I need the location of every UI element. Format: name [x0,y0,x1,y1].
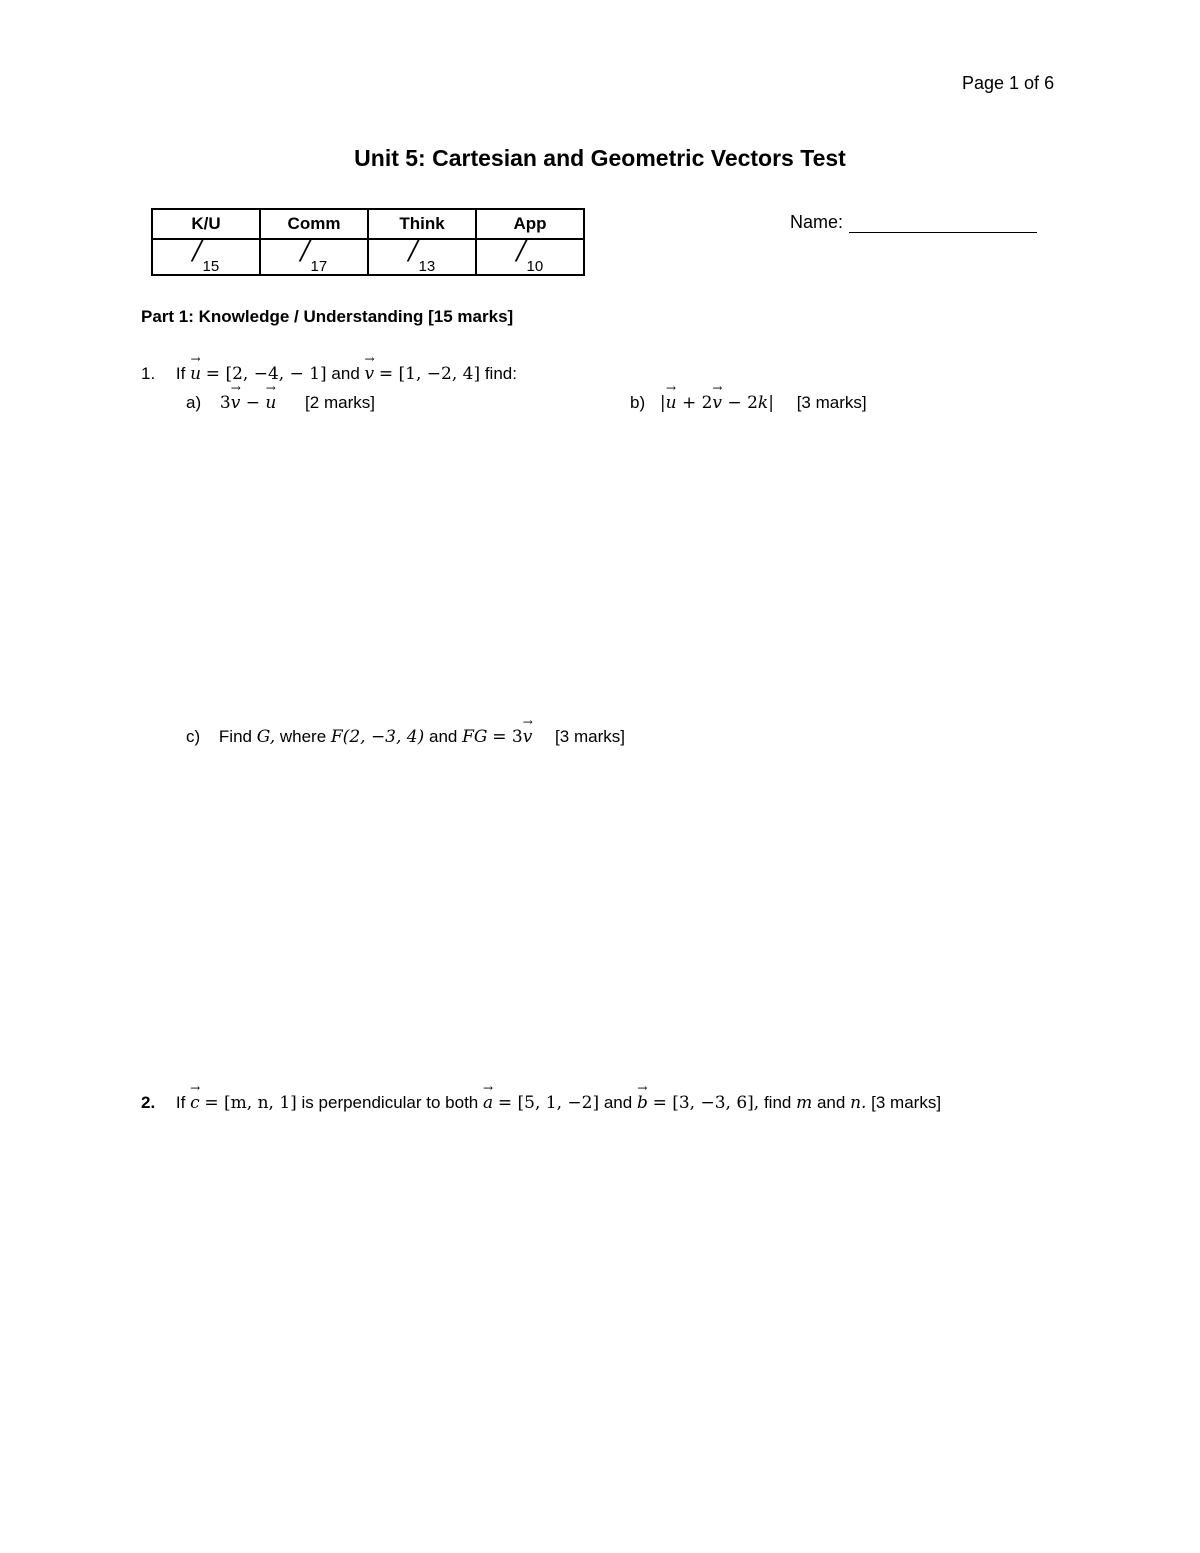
marks-score-comm: /17 [260,239,368,275]
q1b-minus: − 2 [722,393,758,413]
q1-u-definition: = [2, −4, − 1] [205,364,327,384]
q2-perpendicular: is perpendicular to both [301,1093,479,1112]
question-1b [630,393,867,413]
q2-if: If [175,1093,186,1112]
vector-v: → v [365,364,375,384]
name-field[interactable] [790,212,1037,233]
q1-number: 1. [141,364,156,383]
q1-if: If [175,364,186,383]
q1c-and: and [429,727,458,746]
marks-table-header-row [152,209,584,239]
vector-c: → c [190,1093,200,1113]
q1b-abs-open: | [659,393,666,413]
question-1-stem [141,364,517,384]
marks-score-app: /10 [476,239,584,275]
q1b-label: b) [630,393,646,412]
q1b-plus: + 2 [676,393,713,413]
marks-table [151,208,585,276]
q2-and: and [603,1093,633,1112]
q2-m: m [796,1093,813,1113]
marks-total-app: 10 [526,258,544,275]
test-title: Unit 5: Cartesian and Geometric Vectors Test [354,145,846,171]
q2-n: n. [850,1093,867,1113]
q2-number: 2. [141,1093,156,1112]
vector-a: → a [483,1093,493,1113]
name-blank-line[interactable] [849,214,1037,233]
question-1a [186,393,375,413]
page-number: Page 1 of 6 [962,73,1055,93]
q1c-find: Find [218,727,252,746]
q1-find: find: [484,364,517,383]
q1c-label: c) [186,727,201,746]
marks-header-app: App [476,209,584,239]
q2-find: find [763,1093,792,1112]
q1-v-definition: = [1, −2, 4] [378,364,481,384]
q2-and2: and [816,1093,846,1112]
marks-header-comm: Comm [260,209,368,239]
q2-a-definition: = [5, 1, −2] [497,1093,600,1113]
marks-total-ku: 15 [202,258,220,275]
q1b-marks: [3 marks] [796,393,867,412]
marks-total-think: 13 [418,258,436,275]
q1a-minus: − [240,393,266,413]
marks-header-ku: K/U [152,209,260,239]
part1-heading: Part 1: Knowledge / Understanding [15 marks] [141,307,514,326]
marks-total-comm: 17 [310,258,328,275]
marks-score-think: /13 [368,239,476,275]
q1c-marks: [3 marks] [555,727,625,746]
q1a-label: a) [186,393,202,412]
q1b-vector-u: → u [666,393,677,413]
marks-header-think: Think [368,209,476,239]
q1b-k: k [757,393,769,413]
q1c-eq: = 3 [492,727,523,747]
marks-score-ku: /15 [152,239,260,275]
q1c-where: where [279,727,327,746]
q1c-FG: FG [462,727,488,747]
question-1c [186,727,625,747]
q1a-marks: [2 marks] [305,393,375,412]
q1c-G: G, [256,727,276,747]
q1b-abs-close: | [768,393,774,413]
marks-table-score-row [152,239,584,275]
vector-b: → b [637,1093,648,1113]
q1c-vector-v: → v [523,727,533,747]
name-label: Name: [790,212,844,232]
vector-u: → u [190,364,201,384]
q1b-vector-v: → v [712,393,722,413]
q1-and: and [331,364,360,383]
q1a-vector-v: → v [231,393,241,413]
q1c-point-F: F(2, −3, 4) [330,727,425,747]
q1a-vector-u: → u [265,393,276,413]
q2-marks: [3 marks] [871,1093,942,1112]
q1a-coef: 3 [219,393,231,413]
question-2 [141,1093,941,1113]
q2-b-definition: = [3, −3, 6], [652,1093,760,1113]
q2-c-definition: = [m, n, 1] [204,1093,297,1113]
